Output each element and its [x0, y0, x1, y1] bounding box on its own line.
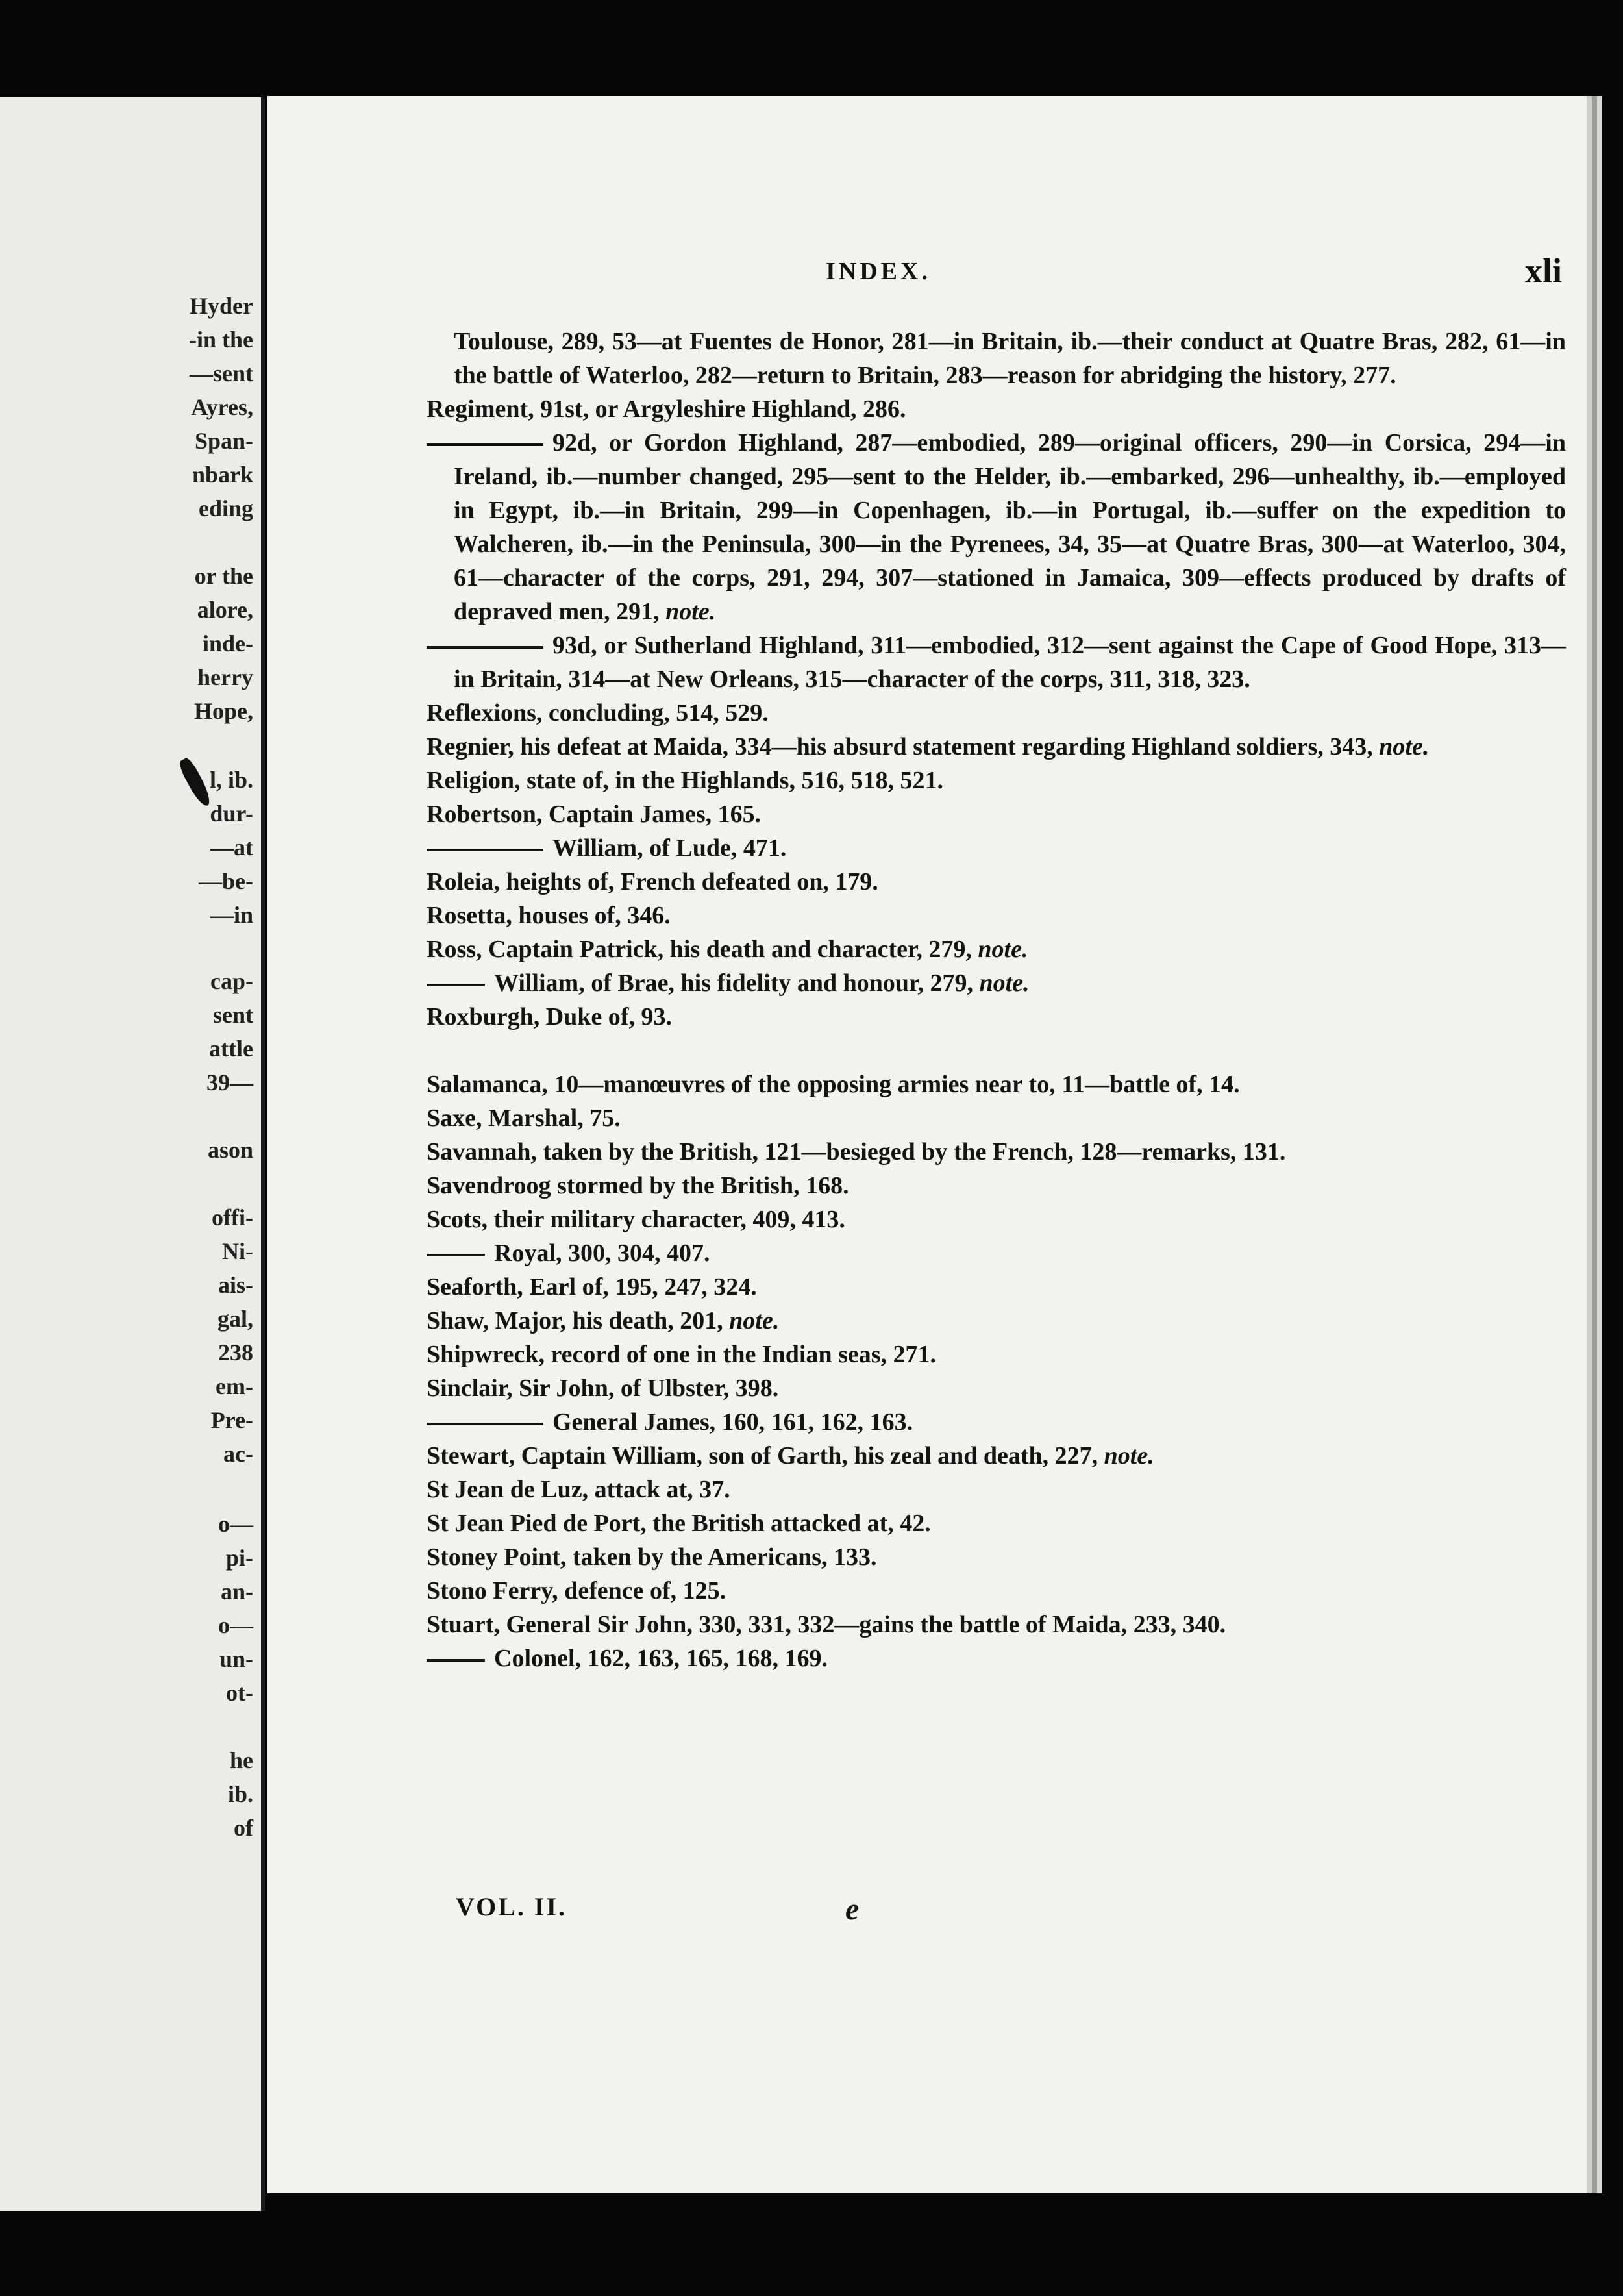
entry-text: Savannah, taken by the British, 121—besieged by the French, 128—remarks, 131.	[427, 1138, 1286, 1166]
index-entry	[427, 426, 1566, 629]
entry-text: St Jean de Luz, attack at, 37.	[427, 1476, 730, 1503]
facing-page-line: alore,	[197, 597, 253, 623]
entry-text: Regnier, his defeat at Maida, 334—his absurd statement regarding Highland soldiers, 343,	[427, 733, 1373, 760]
note-reference: note.	[1104, 1442, 1154, 1469]
facing-page-line: ais-	[218, 1272, 253, 1298]
entry-text: General James, 160, 161, 162, 163.	[552, 1408, 913, 1436]
index-entry	[427, 1067, 1566, 1101]
entry-text: Stono Ferry, defence of, 125.	[427, 1577, 726, 1604]
entry-text: Roleia, heights of, French defeated on, 179.	[427, 868, 878, 895]
index-entry	[427, 1169, 1566, 1203]
index-entry	[427, 392, 1566, 426]
facing-page-line: —be-	[199, 868, 253, 894]
facing-page-line: Hope,	[193, 698, 253, 724]
entry-text: Sinclair, Sir John, of Ulbster, 398.	[427, 1375, 779, 1402]
note-reference: note.	[979, 969, 1030, 997]
entry-text: Stuart, General Sir John, 330, 331, 332—gains the battle of Maida, 233, 340.	[427, 1611, 1226, 1638]
index-entry	[427, 730, 1566, 764]
index-entry	[427, 1641, 1566, 1675]
facing-page-line: sent	[213, 1002, 253, 1028]
index-entry	[427, 1371, 1566, 1405]
index-entry	[427, 1473, 1566, 1506]
index-entry	[427, 1574, 1566, 1608]
entry-text: Roxburgh, Duke of, 93.	[427, 1003, 672, 1030]
index-entry	[427, 1000, 1566, 1034]
facing-page-line: Hyder	[190, 293, 253, 319]
index-entry	[427, 1304, 1566, 1338]
ditto-dash	[427, 443, 543, 446]
index-entry	[427, 932, 1566, 966]
facing-page-line: —sent	[190, 360, 253, 386]
facing-page-line: an-	[220, 1578, 253, 1604]
entry-text: Robertson, Captain James, 165.	[427, 801, 762, 828]
facing-page-line: —at	[210, 834, 253, 860]
note-reference: note.	[729, 1307, 780, 1334]
index-entry	[427, 865, 1566, 899]
facing-page-line: ason	[207, 1137, 253, 1163]
index-entry	[427, 696, 1566, 730]
entry-text: 92d, or Gordon Highland, 287—embodied, 289—original officers, 290—in Corsica, 294—in Ireland, ib.—number changed, 295—sent to the Helder, ib.—embarked, 296—unhealthy, ib.—employed in Egypt, ib.—in Britain, 299—in Copenhagen, ib.—in Portugal, ib.—suffer on the expedition to Walcheren, ib.—in the Peninsula, 300—in the Pyrenees, 34, 35—at Quatre Bras, 300—at Waterloo, 304, 61—character of the corps, 291, 294, 307—stationed in Jamaica, 309—effects produced by drafts of depraved men, 291,	[454, 429, 1566, 625]
facing-page-line: nbark	[192, 462, 253, 488]
facing-page-line: gal,	[217, 1306, 253, 1332]
facing-page-line: o—	[218, 1612, 253, 1638]
page-header	[267, 251, 1587, 296]
facing-page-line: of	[234, 1815, 253, 1841]
entry-text: Shipwreck, record of one in the Indian seas, 271.	[427, 1341, 937, 1368]
index-entry	[427, 1236, 1566, 1270]
facing-page-line: offi-	[212, 1204, 253, 1230]
entry-text: Scots, their military character, 409, 413.	[427, 1206, 845, 1233]
facing-page-line: Ni-	[222, 1238, 253, 1264]
entry-text: Reflexions, concluding, 514, 529.	[427, 699, 769, 727]
facing-page-line: l, ib.	[209, 767, 253, 793]
entry-text: Toulouse, 289, 53—at Fuentes de Honor, 281—in Britain, ib.—their conduct at Quatre Bras, 282, 61—in the battle of Waterloo, 282—return to Britain, 283—reason for abridging the history, 277.	[454, 328, 1566, 389]
entry-text: 93d, or Sutherland Highland, 311—embodied, 312—sent against the Cape of Good Hope, 313—in Britain, 314—at New Orleans, 315—character of the corps, 311, 318, 323.	[454, 632, 1566, 693]
entry-text: William, of Lude, 471.	[552, 834, 787, 862]
index-entry	[427, 966, 1566, 1000]
index-entry	[427, 1135, 1566, 1169]
facing-page-line: —in	[210, 902, 253, 928]
index-entry	[427, 764, 1566, 797]
index-entry	[427, 1608, 1566, 1641]
note-reference: note.	[1379, 733, 1430, 760]
entry-text: Shaw, Major, his death, 201,	[427, 1307, 723, 1334]
facing-page-line: Ayres,	[191, 394, 253, 420]
index-entry	[427, 1506, 1566, 1540]
ditto-dash	[427, 646, 543, 649]
index-entry	[427, 1405, 1566, 1439]
facing-page-line: cap-	[210, 968, 253, 994]
note-reference: note.	[978, 936, 1028, 963]
facing-page-fragment	[0, 97, 265, 2211]
entry-text: Savendroog stormed by the British, 168.	[427, 1172, 849, 1199]
index-entry	[427, 831, 1566, 865]
entry-text: Colonel, 162, 163, 165, 168, 169.	[494, 1645, 828, 1672]
page-number: xli	[1524, 251, 1562, 290]
index-entry	[427, 1540, 1566, 1574]
index-page	[267, 96, 1587, 2193]
ditto-dash	[427, 1254, 485, 1256]
entry-text: St Jean Pied de Port, the British attacked at, 42.	[427, 1510, 931, 1537]
index-entry	[427, 1203, 1566, 1236]
facing-page-line: inde-	[202, 630, 253, 656]
facing-page-line: ot-	[226, 1680, 253, 1706]
facing-page-line: pi-	[225, 1545, 253, 1571]
ditto-dash	[427, 1659, 485, 1662]
facing-page-line: Span-	[194, 428, 253, 454]
entry-text: Stewart, Captain William, son of Garth, his zeal and death, 227,	[427, 1442, 1098, 1469]
facing-page-line: herry	[197, 664, 253, 690]
index-entry	[427, 629, 1566, 696]
entry-text: William, of Brae, his fidelity and honour, 279,	[494, 969, 973, 997]
facing-page-line: dur-	[210, 801, 253, 827]
index-entry	[427, 1338, 1566, 1371]
entry-text: Seaforth, Earl of, 195, 247, 324.	[427, 1273, 757, 1301]
facing-page-line: or the	[194, 563, 253, 589]
entry-text: Stoney Point, taken by the Americans, 133.	[427, 1543, 877, 1571]
facing-page-line: ac-	[223, 1441, 253, 1467]
facing-page-line: Pre-	[210, 1407, 253, 1433]
ditto-dash	[427, 1423, 543, 1425]
index-entry	[427, 1101, 1566, 1135]
entry-text: Saxe, Marshal, 75.	[427, 1104, 621, 1132]
facing-page-line: un-	[219, 1646, 253, 1672]
index-entry	[427, 1270, 1566, 1304]
ditto-dash	[427, 849, 543, 851]
facing-page-line: eding	[198, 495, 253, 521]
entry-text: Salamanca, 10—manœuvres of the opposing armies near to, 11—battle of, 14.	[427, 1071, 1240, 1098]
index-entries	[427, 325, 1566, 1675]
index-entry	[427, 325, 1566, 392]
facing-page-line: 238	[218, 1340, 253, 1366]
facing-page-line: ib.	[227, 1781, 253, 1807]
running-title: INDEX.	[826, 258, 931, 285]
index-entry	[427, 899, 1566, 932]
facing-page-line: he	[230, 1747, 253, 1773]
facing-page-line: 39—	[206, 1069, 253, 1095]
note-reference: note.	[665, 598, 716, 625]
entry-text: Religion, state of, in the Highlands, 516, 518, 521.	[427, 767, 943, 794]
ditto-dash	[427, 984, 485, 986]
index-entry	[427, 797, 1566, 831]
facing-page-line: em-	[216, 1373, 253, 1399]
facing-page-line: attle	[209, 1036, 253, 1062]
entry-text: Regiment, 91st, or Argyleshire Highland, 286.	[427, 395, 906, 423]
entry-text: Royal, 300, 304, 407.	[494, 1240, 710, 1267]
entry-text: Rosetta, houses of, 346.	[427, 902, 671, 929]
facing-page-line: o—	[218, 1511, 253, 1537]
volume-signature: VOL. II.	[456, 1892, 567, 1921]
index-entry	[427, 1439, 1566, 1473]
facing-page-line: -in the	[189, 327, 253, 353]
entry-text: Ross, Captain Patrick, his death and character, 279,	[427, 936, 972, 963]
gathering-mark: e	[845, 1892, 860, 1927]
